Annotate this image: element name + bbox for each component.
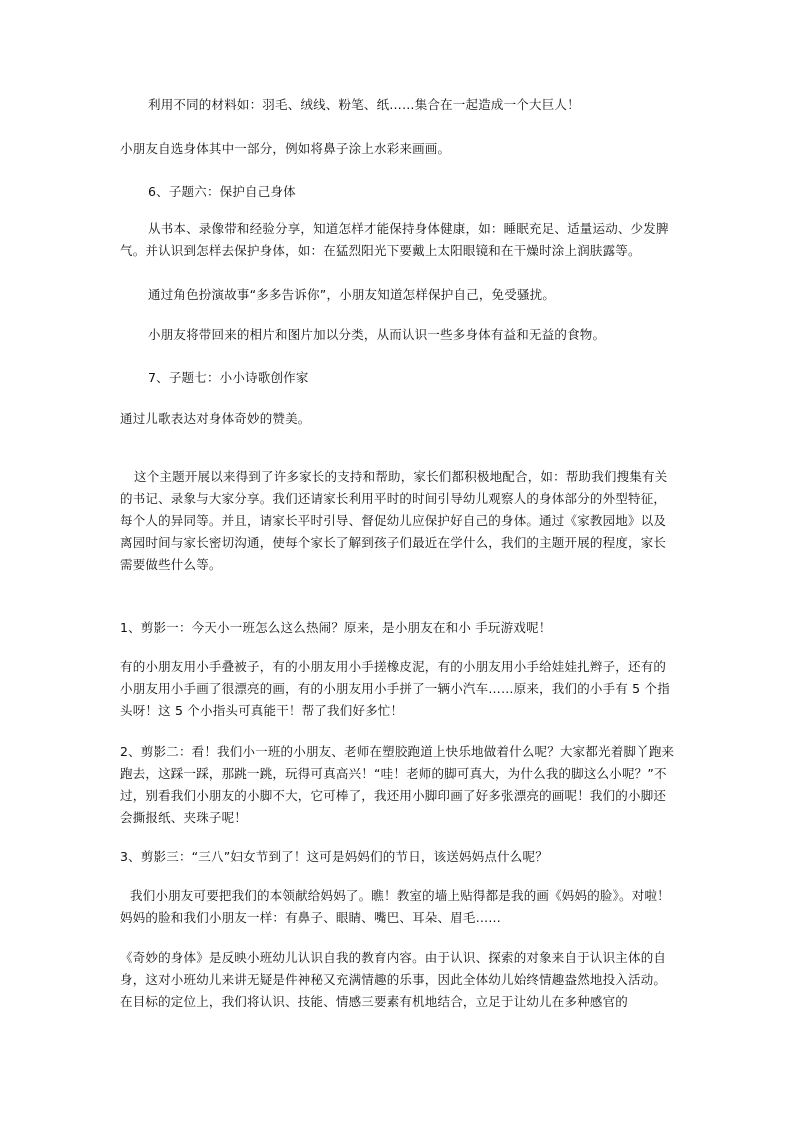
- paragraph-parent-support: 这个主题开展以来得到了许多家长的支持和帮助，家长们都积极地配合，如：帮助我们搜集有关的书记、录象与大家分享。我们还请家长利用平时的时间引导幼儿观察人的身体部分的外型特征，每个人的异同等。并且，请家长平时引导、督促幼儿应保护好自己的身体。通过《家教园地》以及离园时间与家长密切沟通，使每个家长了解到孩子们最近在学什么，我们的主题开展的程度，家长需要做些什么等。: [120, 469, 668, 572]
- paragraph-mothers-face: 我们小朋友可要把我们的本领献给妈妈了。瞧！教室的墙上贴得都是我的画《妈妈的脸》。对啦！妈妈的脸和我们小朋友一样：有鼻子、眼睛、嘴巴、耳朵、眉毛……: [120, 888, 670, 925]
- paragraph-summary: 《奇妙的身体》是反映小班幼儿认识自我的教育内容。由于认识、探索的对象来自于认识主体的自身，这对小班幼儿来讲无疑是件神秘又充满情趣的乐事，因此全体幼儿始终情趣盎然地投入活动。在目标的定位上，我们将认识、技能、情感三要素有机地结合，立足于让幼儿在多种感官的: [120, 950, 667, 1009]
- paragraph-role-play: 通过角色扮演故事“多多告诉你”，小朋友知道怎样保护自己，免受骚扰。: [148, 287, 556, 302]
- paragraph-food-classification: 小朋友将带回来的相片和图片加以分类，从而认识一些多身体有益和无益的食物。: [148, 327, 606, 342]
- paragraph-body-part-painting: 小朋友自选身体其中一部分，例如将鼻子涂上水彩来画画。: [120, 141, 451, 156]
- snapshot-three-heading: 3、剪影三：“三八”妇女节到了！这可是妈妈们的节日，该送妈妈点什么呢？: [120, 849, 548, 864]
- snapshot-one-heading: 1、剪影一：今天小一班怎么这么热闹？原来，是小朋友在和小 手玩游戏呢！: [120, 620, 552, 635]
- paragraph-little-feet: 2、剪影二：看！我们小一班的小朋友、老师在塑胶跑道上快乐地做着什么呢？大家都光着脚丫跑来跑去，这踩一踩，那跳一跳，玩得可真高兴！“哇！老师的脚可真大，为什么我的脚这么小呢？”不过，别看我们小朋友的小脚不大，它可棒了，我还用小脚印画了好多张漂亮的画呢！我们的小脚还会撕报纸、夹珠子呢！: [120, 744, 675, 825]
- paragraph-materials: 利用不同的材料如：羽毛、绒线、粉笔、纸……集合在一起造成一个大巨人！: [148, 97, 580, 112]
- subtopic-seven-heading: 7、子题七：小小诗歌创作家: [148, 370, 309, 385]
- subtopic-six-heading: 6、子题六：保护自己身体: [148, 184, 296, 199]
- paragraph-health: 从书本、录像带和经验分享，知道怎样才能保持身体健康，如：睡眠充足、适量运动、少发脾气。并认识到怎样去保护身体，如：在猛烈阳光下要戴上太阳眼镜和在干燥时涂上润肤露等。: [120, 221, 669, 258]
- paragraph-song: 通过儿歌表达对身体奇妙的赞美。: [120, 411, 311, 426]
- paragraph-little-hands: 有的小朋友用小手叠被子，有的小朋友用小手搓橡皮泥，有的小朋友用小手给娃娃扎辫子，还有的小朋友用小手画了很漂亮的画，有的小朋友用小手拼了一辆小汽车……原来，我们的小手有 5 个指头呀！这 5 个小指头可真能干！帮了我们好多忙！: [120, 659, 670, 718]
